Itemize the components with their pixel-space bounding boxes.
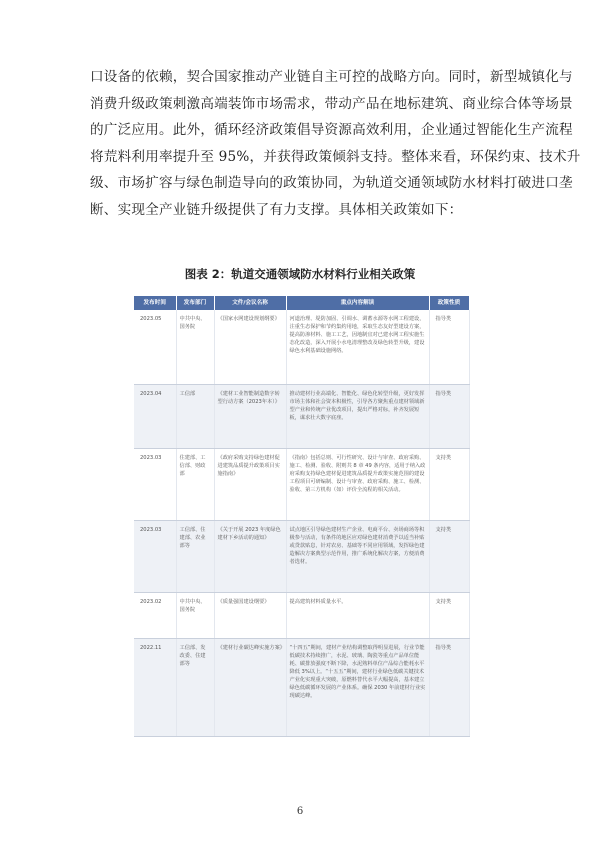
header-type: 政策性质 — [429, 296, 469, 310]
table-row — [134, 592, 469, 638]
cell-doc: 《建材工业智能制造数字转型行动方案（2023年本）》 — [214, 384, 286, 448]
paragraph-line: 的广泛应用。此外，循环经济政策倡导资源高效利用，企业通过智能化生产流程 — [90, 122, 573, 138]
cell-type: 指导类 — [429, 310, 469, 384]
body-paragraph — [90, 64, 581, 223]
cell-content: 提高建筑材料质量水平。 — [286, 592, 429, 638]
cell-doc: 《国家水网建设规划纲要》 — [214, 310, 286, 384]
policy-table — [134, 296, 470, 737]
cell-date: 2023.04 — [134, 384, 176, 448]
cell-type: 支持类 — [429, 592, 469, 638]
page-number: 6 — [296, 806, 304, 817]
table-row — [134, 310, 469, 384]
cell-dept: 中共中央、国务院 — [176, 310, 214, 384]
cell-date: 2023.05 — [134, 310, 176, 384]
cell-date: 2023.03 — [134, 448, 176, 520]
paragraph-line: 将荒料利用率提升至 95%，并获得政策倾斜支持。整体来看，环保约束、技术升 — [90, 148, 581, 165]
cell-date: 2022.11 — [134, 638, 176, 736]
cell-type: 支持类 — [429, 448, 469, 520]
header-date: 发布时间 — [134, 296, 176, 310]
header-doc: 文件/会议名称 — [214, 296, 286, 310]
cell-type: 指导类 — [429, 384, 469, 448]
cell-content: 推动建材行业高端化、智能化、绿色化转型升级，更好发挥市场主体和社会资本积极性，引导各方聚焦重点建材领域新型产业和传统产业优改项目，提出严格对标，补齐发展短板，谋求壮大数字底座。 — [286, 384, 429, 448]
cell-date: 2023.02 — [134, 592, 176, 638]
paragraph-line: 消费升级政策刺激高端装饰市场需求，带动产品在地标建筑、商业综合体等场景 — [90, 95, 573, 112]
table-row — [134, 638, 469, 736]
cell-dept: 工信部 — [176, 384, 214, 448]
cell-type: 指导类 — [429, 638, 469, 736]
cell-content: “十四五”期间，建材产业结构调整取得明显进展，行业节能低碳技术持续推广，水泥、玻璃、陶瓷等重点产品单位能耗、碳排放强度不断下降，水泥熟料单位产品综合能耗水平降低 3%以上。“十五五”期间，建材行业绿色低碳关键技术产业化实现重大突破，原燃料替代水平大幅提高，基本建立绿色低碳循环发展的产业体系。确保 2030 年前建材行业实现碳达峰。 — [286, 638, 429, 736]
cell-doc: 《关于开展 2023 年度绿色建材下乡活动的通知》 — [214, 520, 286, 592]
cell-dept: 中共中央、国务院 — [176, 592, 214, 638]
cell-type: 支持类 — [429, 520, 469, 592]
cell-date: 2023.03 — [134, 520, 176, 592]
cell-content: 河道治理、堤防加固、引调水、调蓄水源等水网工程建设，注重生态保护和节约集约用地，采取生态友好型建设方案，提高防渗材料、施工工艺，因地制宜对已建水网工程实施生态化改造，深入开展小水电清理整改及绿色转型升级，建设绿色水利基础设施网络。 — [286, 310, 429, 384]
cell-dept: 工信部、住建部、农业部等 — [176, 520, 214, 592]
paragraph-line: 口设备的依赖，契合国家推动产业链自主可控的战略方向。同时，新型城镇化与 — [90, 69, 573, 85]
paragraph-line: 断、实现全产业链升级提供了有力支撑。具体相关政策如下： — [90, 201, 463, 218]
cell-dept: 住建部、工信部、财政部 — [176, 448, 214, 520]
header-content: 重点内容解读 — [286, 296, 429, 310]
table-caption: 图表 2：轨道交通领域防水材料行业相关政策 — [184, 267, 416, 281]
cell-doc: 《建材行业碳达峰实施方案》 — [214, 638, 286, 736]
cell-content: 《指南》包括总则、可行性研究、设计与审查、政府采购、施工、检测、验收、附则共 8 章 49 条内容，适用于纳入政府采购支持绿色建材促进建筑品质提升政策实施范围的建设工程项目可研编制、设计与审查、政府采购、施工、检测、验收、第三方机构（如）评价全流程的相关活动。 — [286, 448, 429, 520]
header-dept: 发布部门 — [176, 296, 214, 310]
table-header-row — [134, 296, 469, 310]
cell-doc: 《质量强国建设纲要》 — [214, 592, 286, 638]
cell-dept: 工信部、发改委、住建部等 — [176, 638, 214, 736]
table-row — [134, 448, 469, 520]
table-row — [134, 384, 469, 448]
cell-content: 试点地区引导绿色建材生产企业、电商平台、卖场商场等积极参与活动，有条件的地区应对绿色建材消费予以适当补贴或贷款贴息，针对农房、基础等不同应用领域，发挥绿色建造解决方案典型示范作用，推广系统化解决方案，方便消费者选材。 — [286, 520, 429, 592]
table-row — [134, 520, 469, 592]
cell-doc: 《政府采购支持绿色建材促进建筑品质提升政策项目实施指南》 — [214, 448, 286, 520]
paragraph-line: 级、市场扩容与绿色制造导向的政策协同，为轨道交通领域防水材料打破进口垄 — [90, 175, 573, 191]
